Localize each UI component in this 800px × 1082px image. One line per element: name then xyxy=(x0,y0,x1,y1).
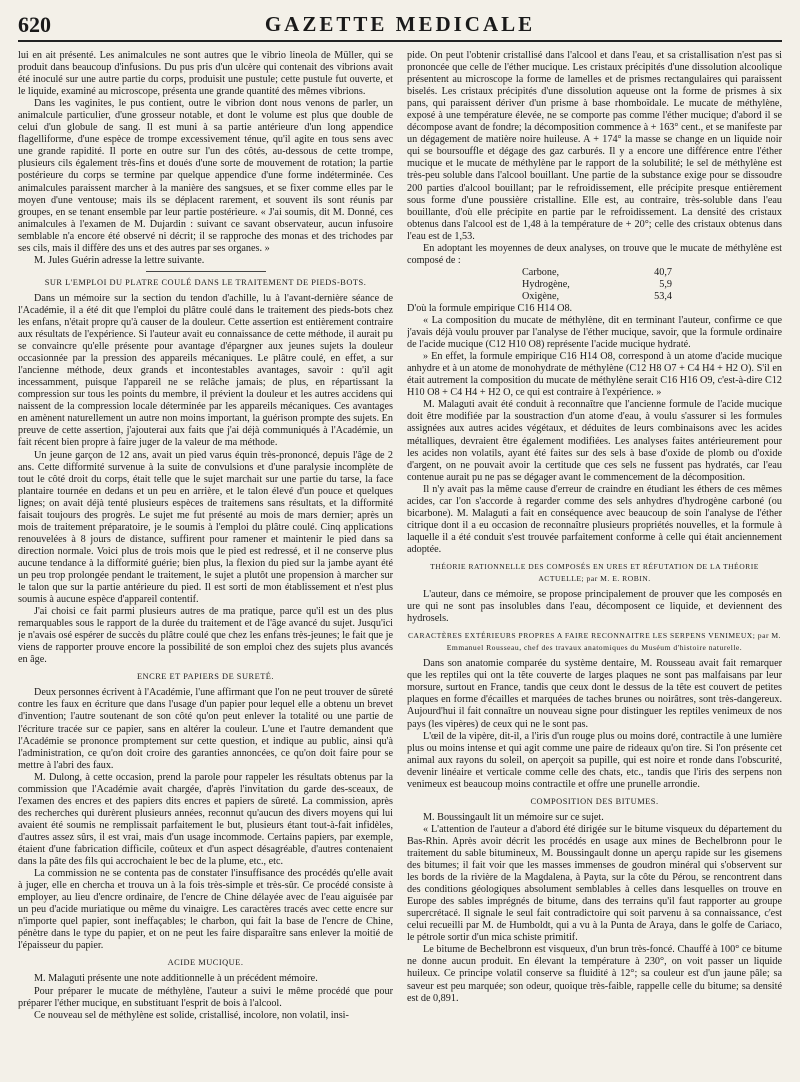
section-heading: SUR L'EMPLOI DU PLATRE COULÉ DANS LE TRAITEMENT DE PIEDS-BOTS. xyxy=(44,277,367,287)
paragraph: Il n'y avait pas la même cause d'erreur de craindre en étudiant les éthers de ces mêmes acides, car l'on s'accorde à regarder comme des sels anhydres d'hydrogène carboné (ou bicarbone). M. Malaguti a fait en conséquence avec beaucoup de soin l'analyse de l'éther citrique dont il a eu occasion de reconnaître plusieurs propriétés nouvelles, et la formule à laquelle il a été conduit s'est trouvée parfaitement conforme à celle qui était anciennement adoptée. xyxy=(407,483,782,555)
paragraph: M. Malaguti avait été conduit à reconnaître que l'ancienne formule de l'acide mucique doit être modifiée par la soustraction d'un atome d'eau, à voulu s'assurer si les formules assignées aux autres acides végétaux, et déduites de leurs combinaisons avec les acides métalliques, devraient être également modifiées. Les analyses faites antérieurement pour les acides non volatils, ayant été faites sur des sels à base d'oxide de plomb ou d'oxide d'argent, on ne pouvait avoir la certitude que ces sels ne fussent pas hydratés, car l'eau contenue aurait pu ne pas se dégager avant le commencement de la décomposition. xyxy=(407,399,782,483)
paragraph: M. Dulong, à cette occasion, prend la parole pour rappeler les résultats obtenus par la commission que l'Académie avait chargée, d'après l'invitation du garde des-sceaux, de l'examen des encres et des papiers dits encres et papiers de sûreté. La commission, après des recherches qui durèrent plusieurs années, reconnut qu'aucun des divers moyens qui lui avaient été soumis ne remplissait parfaitement le but, plusieurs étant tout-à-fait infidèles, d'autres assez sûrs, il est vrai, mais d'un usage incommode. Certains papiers, par exemple, étaient d'une fabrication difficile, coûteux et d'un aspect désagréable, d'autres contenaient dans la pâte des fils qui accrochaient le bec de la plume, etc., etc. xyxy=(18,771,393,868)
element-name: Carbone, xyxy=(522,266,560,278)
page-header xyxy=(18,10,782,42)
paragraph: Le bitume de Bechelbronn est visqueux, d'un brun très-foncé. Chauffé à 100° ce bitume ne donne aucun produit. En élevant la température à 230°, on voit passer un liquide huileux. Ce principe volatil conserve sa fluidité à 12°; sa couleur est d'un jaune pâle; sa saveur est peu marquée; son odeur, quoique très-faible, rappelle celle du bitume; sa densité est de 0,891. xyxy=(407,944,782,1004)
paragraph: « L'attention de l'auteur a d'abord été dirigée sur le bitume visqueux du département du Bas-Rhin. Après avoir décrit les procédés en usage aux mines de Bechelbronn pour le traitement du sable bitumineux, M. Boussingault donne un aperçu rapide sur les gisemens des bitumes; il fait voir que les masses immenses de goudron minéral qui s'observent sur les bords de la rivière de la Magdalena, à Payta, sur la côte du Pérou, se rencontrent dans des conditions géologiques absolument semblables à celles dans lesquelles on trouve en Europe des sables imprégnés de bitume, dans des terrains qu'il faut rapporter au groupe supercrétacé. Il signale le seul fait contradictoire qui soit parvenu à sa connaissance, c'est celui recueilli par M. de Humboldt, qui a vu à la Punta de Araya, dans le golfe de Cariaco, le pétrole sortir d'un mica schiste primitif. xyxy=(407,823,782,944)
paragraph: Deux personnes écrivent à l'Académie, l'une affirmant que l'on ne peut trouver de sûreté contre les faux en écriture que dans l'usage d'un papier pour lequel elle a obtenu un brevet d'invention; l'autre soutenant de son côté qu'on peut enlever la totalité ou une partie de l'écriture tracée sur ce papier, sans en altérer la couleur. L'une et l'autre demandent que l'Académie se prononce promptement sur cette question, et indique au public, ainsi qu'à l'administration, ce qu'on doit croire des garanties annoncées, ce qu'on doit faire pour se mettre à l'abri des faux. xyxy=(18,687,393,771)
paragraph: La commission ne se contenta pas de constater l'insuffisance des procédés qu'elle avait à juger, elle en chercha et trouva un à la fois très-simple et très-sûr. Ce procédé consiste à employer, au lieu d'encre ordinaire, de l'encre de Chine délayée avec de l'eau aiguisée par un peu d'acide muriatique ou même du vinaigre. Les caractères tracés avec cette encre sur n'importe quel papier, sont ineffaçables; le charbon, qui fait la base de l'encre de Chine, pénètre dans le type du papier, et on ne peut les faire disparaître sans enlever la moitié de l'épaisseur du papier. xyxy=(18,868,393,952)
paragraph: Dans son anatomie comparée du système dentaire, M. Rousseau avait fait remarquer que les reptiles qui ont la tête couverte de larges plaques ne sont pas malfaisans par leur morsure, surtout en France, tandis que ceux dont le dessus de la tête est couvert de petites plaques en forme d'écailles et marquées de taches brunes ou noirâtres, sont très-dangereux. Aujourd'hui il fait connaître un nouveau signe pour distinguer les reptiles venimeux de nos pays (les vipères) de ceux qui ne le sont pas. xyxy=(407,658,782,730)
newspaper-page xyxy=(18,10,782,1076)
paragraph: L'œil de la vipère, dit-il, a l'iris d'un rouge plus ou moins doré, contractile à une lumière plus ou moins intense et qui agit comme une paire de rideaux qu'on tire. Si l'on présente cet animal aux rayons du soleil, on aperçoit sa pupille, qui est noire et ronde dans l'obscurité, devenir linéaire et verticale comme celle des chats, etc., tandis que l'iris des serpens non venimeux est beaucoup moins contractile et offre une prunelle arrondie. xyxy=(407,730,782,790)
paragraph: pide. On peut l'obtenir cristallisé dans l'alcool et dans l'eau, et sa cristallisation n'est pas si prononcée que celle de l'éther mucique. Les cristaux précipités d'une dissolution alcoolique présentent au microscope la forme de lamelles et de prismes rectangulaires qui paraissent biselés. Les cristaux précipités d'une dissolution aqueuse ont la forme de prismes à six pans, qui paraissent dériver d'un prisme à base rhomboïdale. Le mucate de méthylène, exposé à une température élevée, ne se comporte pas comme l'éther mucique; d'abord il se décompose avant de fondre; la décomposition commence à + 163° cent., et se manifeste par un dégagement de matière noire huileuse. A + 174° la masse se change en un liquide noir qui se boursouffle et dégage des gaz carburés. Il y a encore une différence entre l'éther mucique et le mucate de méthylène par le rapport de la solubilité; le sel de méthylène est très-peu soluble dans l'alcool bouillant. Une partie de la substance exige pour se dissoudre 200 parties d'alcool bouillant; par le refroidissement, elle précipite presque entièrement sous forme d'une poussière cristalline. Elle est, au contraire, très-soluble dans l'eau bouillante, d'où elle précipite en partie par le refroidissement. La densité des cristaux obtenus dans l'alcool est de 1,48 à la température de + 20°; celle des cristaux obtenus dans l'eau est de 1,53. xyxy=(407,50,782,242)
composition-row xyxy=(522,267,672,279)
element-name: Hydrogène, xyxy=(522,278,570,290)
left-column xyxy=(18,50,393,1076)
composition-row xyxy=(522,279,672,291)
paragraph: D'où la formule empirique C16 H14 O8. xyxy=(407,302,573,314)
element-value: 40,7 xyxy=(654,266,672,278)
section-divider xyxy=(146,271,266,272)
paragraph: M. Boussingault lit un mémoire sur ce sujet. xyxy=(423,811,604,823)
section-heading: THÉORIE RATIONNELLE DES COMPOSÉS EN URES ET RÉFUTATION DE LA THÉORIE ACTUELLE; par M. E. ROBIN. xyxy=(430,561,759,584)
paragraph: M. Jules Guérin adresse la lettre suivante. xyxy=(34,254,205,266)
paragraph: Dans un mémoire sur la section du tendon d'achille, lu à l'avant-dernière séance de l'Académie, il a été dit que l'emploi du plâtre coulé dans le traitement des pieds-bots chez les enfans, n'était propre qu'à causer de la douleur. Cette assertion est entièrement contraire aux résultats de l'expérience. Si l'auteur avait eu connaissance de cette méthode, il aurait pu se convaincre qu'elle présente pour avantage d'épargner aux jeunes sujets la douleur occasionnée par la pression des appareils mécaniques. Le plâtre coulé, en effet, a sur l'ancienne méthode, deux grands et incontestables avantages, savoir : qu'il agit incessamment, puisque l'appareil ne se relâche jamais; de plus, en répartissant la compression sur tous les points du membre, il prévient la douleur et les autres accidens qui naissent de la compression locale déterminée par les appareils mécaniques. Ces avantages en amènent naturellement un autre non moins important, la guérison prompte des sujets. En preuve de cette assertion, j'ajouterai aux faits que j'ai déjà communiqués à l'Académie, un fait récent bien propre à faire juger de la valeur de ma méthode. xyxy=(18,292,393,449)
section-heading: COMPOSITION DES BITUMES. xyxy=(530,796,659,806)
paragraph: J'ai choisi ce fait parmi plusieurs autres de ma pratique, parce qu'il est un des plus remarquables sous le rapport de la durée du traitement et de l'âge avancé du sujet. Jusqu'ici je n'avais osé espérer de succès du plâtre coulé que chez les enfans très-jeunes; le fait que je viens de rapporter prouve encore la possibilité de son emploi chez des sujets plus avancés en âge. xyxy=(18,606,393,666)
paragraph: En adoptant les moyennes de deux analyses, on trouve que le mucate de méthylène est composé de : xyxy=(407,242,782,266)
page-number: 620 xyxy=(18,12,51,37)
journal-title: GAZETTE MEDICALE xyxy=(264,12,536,36)
paragraph: Dans les vaginites, le pus contient, outre le vibrion dont nous venons de parler, un animalcule particulier, d'une grosseur notable, et dont le volume est plus que double de celui d'un globule de sang. Il est muni à sa partie antérieure d'un long appendice flagelliforme, d'une espèce de trompe excessivement ténue, qu'il agite en tous sens avec une grande rapidité. Il porte en outre sur l'un des côtés, au-dessous de cette trompe, plusieurs cils également très-fins et doués d'une sorte de mouvement de rotation; la partie postérieure du corps se termine par quelque appendice d'une forme indéterminée. Ces animalcules paraissent marcher à la manière des sangsues, et se fixer comme elles par le moyen d'une ventouse; mais ils se déplacent rarement, et souvent ils sont réunis par groupes, en se tenant ensemble par leur partie postérieure. « J'ai soumis, dit M. Donné, ces animalcules à l'examen de M. Dujardin : suivant ce savant observateur, aucun infusoire semblable n'a encore été observé ni décrit; il se rapproche des monas et des trichodes par ses cils, mais il diffère des uns et des autres par ses organes. » xyxy=(18,98,393,254)
paragraph: Un jeune garçon de 12 ans, avait un pied varus équin très-prononcé, depuis l'âge de 2 ans. Cette difformité survenue à la suite de convulsions et d'une paralysie incomplète de tout le côté droit du corps, était telle que le sujet marchait sur une partie du tarse, la face plantaire tournée en dedans et un peu en arrière, et le talon élevé d'un pouce et quelques lignes; on avait déjà tenté plusieurs espèces de traitemens sans résultats, et la difformité faisait toujours des progrès. Le sujet me fut présenté au mois de mars dernier; après un mois de traitement préparatoire, je le soumis à l'emploi du plâtre coulé. Cinq applications renouvelées à 8 jours de distance, suffirent pour ramener et maintenir le pied dans sa direction normale. Voici plus de trois mois que le pied est redressé, et il ne conserve plus aucune tendance à la difformité guérie; bien plus, la flexion du pied sur la jambe ayant été un peu trop prolongée pendant le traitement, le sujet a plutôt une propension à marcher sur le talon que sur la partie antérieure du pied. Il est sorti de mon établissement et n'est plus soumis à aucune espèce d'appareil contentif. xyxy=(18,449,393,606)
element-value: 5,9 xyxy=(659,278,672,290)
element-name: Oxigène, xyxy=(522,290,560,302)
paragraph: « La composition du mucate de méthylène, dit en terminant l'auteur, confirme ce que j'avais déjà voulu prouver par l'analyse de l'éther mucique, savoir, que la formule ordinaire de l'acide mucique (C12 H10 O8) représente l'acide mucique hydraté. xyxy=(407,315,782,351)
element-value: 53,4 xyxy=(654,290,672,302)
section-heading: CARACTÈRES EXTÉRIEURS PROPRES A FAIRE RECONNAITRE LES SERPENS VENIMEUX; par M. Emmanuel Rousseau, chef des travaux anatomiques du Muséum d'histoire naturelle. xyxy=(407,631,782,653)
section-heading: ACIDE MUCIQUE. xyxy=(167,958,244,968)
article-columns xyxy=(18,50,782,1076)
paragraph: lui en ait présenté. Les animalcules ne sont autres que le vibrio lineola de Müller, qui se produit dans beaucoup d'infusions. Du pus pris d'un ulcère qui contenait des vibrions avait été inoculé sur une autre partie du corps, produisit une pustule; cette pustule fut ouverte, et le liquide, examiné au microscope, présenta une grande quantité des mêmes vibrions. xyxy=(18,50,393,98)
composition-row xyxy=(522,291,672,303)
paragraph: M. Malaguti présente une note additionnelle à un précédent mémoire. xyxy=(34,973,318,985)
section-heading: ENCRE ET PAPIERS DE SURETÉ. xyxy=(136,672,275,682)
paragraph: Pour préparer le mucate de méthylène, l'auteur a suivi le même procédé que pour préparer l'éther mucique, en substituant l'esprit de bois à l'alcool. xyxy=(18,985,393,1009)
paragraph: » En effet, la formule empirique C16 H14 O8, correspond à un atome d'acide mucique anhydre et à un atome de monohydrate de méthylène (C12 H8 O7 + C4 H4 + H2 O). S'il en était autrement la composition du mucate de méthylène serait C16 H16 O9, c'est-à-dire C12 H10 O8 + C4 H4 + H2 O, ce qui est contraire à l'expérience. » xyxy=(407,351,782,399)
paragraph: Ce nouveau sel de méthylène est solide, cristallisé, incolore, non volatil, insi- xyxy=(34,1009,349,1021)
right-column xyxy=(407,50,782,1076)
paragraph: L'auteur, dans ce mémoire, se propose principalement de prouver que les composés en ure qui ne sont pas insolubles dans l'eau, décomposent ce liquide, et deviennent des hydrosels. xyxy=(407,589,782,625)
